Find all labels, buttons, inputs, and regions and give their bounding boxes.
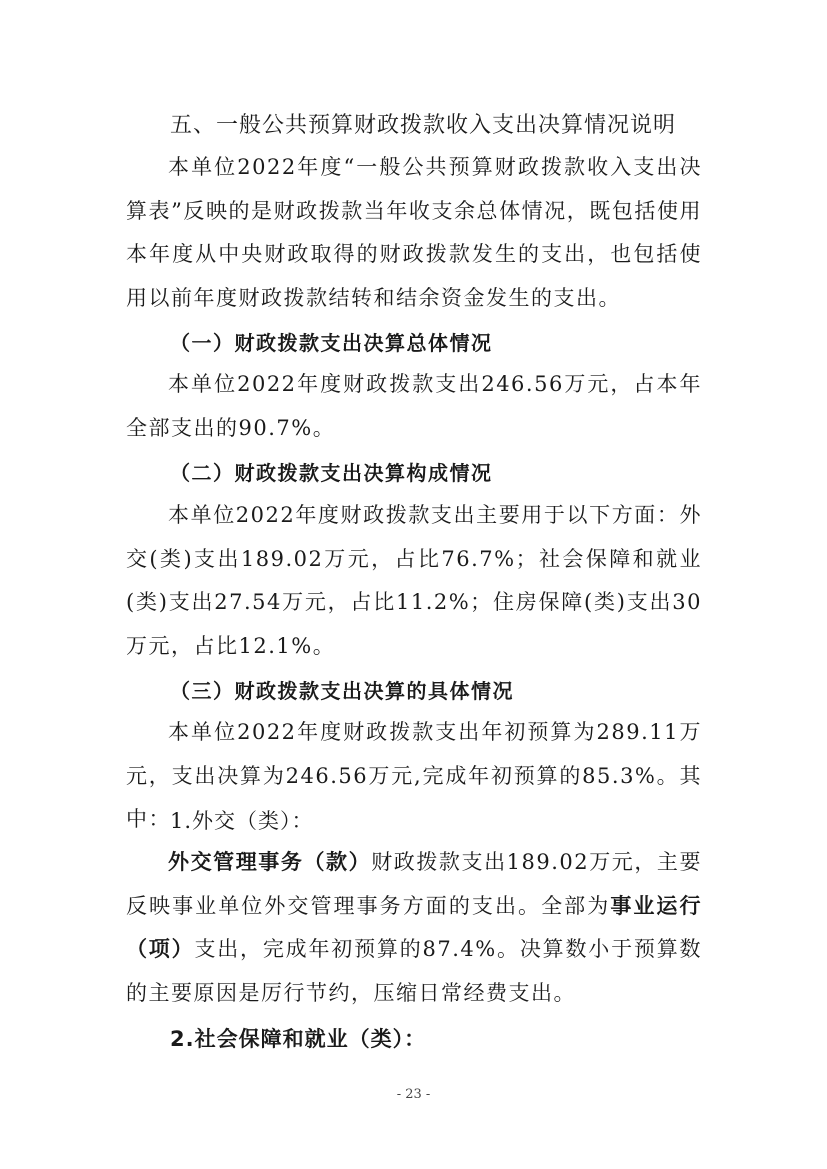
page-number: - 23 - (396, 1087, 431, 1102)
intro-paragraph: 本单位2022年度“一般公共预算财政拨款收入支出决算表”反映的是财政拨款当年收支余总体情况，既包括使用本年度从中央财政取得的财政拨款发生的支出，也包括使用以前年度财政拨款结转和结余资金发生的支出。 (126, 155, 702, 310)
sub2-heading: （二）财政拨款支出决算构成情况 (170, 461, 493, 485)
sub1-paragraph: 本单位2022年度财政拨款支出246.56万元，占本年全部支出的90.7%。 (126, 372, 702, 440)
item2-heading: 2.社会保障和就业（类）： (170, 1027, 427, 1051)
item1-bold-category: 外交管理事务（款） (168, 850, 372, 874)
sub2-paragraph: 本单位2022年度财政拨款支出主要用于以下方面：外交(类)支出189.02万元，占比76.7%；社会保障和就业(类)支出27.54万元，占比11.2%；住房保障(类)支出30万元，占比12.1%。 (126, 503, 702, 658)
item1-bold-project: 事业运行（项） (126, 893, 702, 961)
item1-text-2: 支出，完成年初预算的87.4%。决算数小于预算数的主要原因是厉行节约，压缩日常经费支出。 (126, 937, 703, 1005)
item1-paragraph (126, 841, 702, 1015)
sub3-paragraph: 本单位2022年度财政拨款支出年初预算为289.11万元，支出决算为246.56万元,完成年初预算的85.3%。其中： (126, 720, 702, 831)
section-title: 五、一般公共预算财政拨款收入支出决算情况说明 (170, 113, 677, 138)
item1-heading: 1.外交（类）： (170, 809, 314, 833)
sub3-heading: （三）财政拨款支出决算的具体情况 (170, 679, 514, 703)
sub1-heading: （一）财政拨款支出决算总体情况 (170, 331, 493, 355)
item1-text-1: 财政拨款支出189.02万元，主要反映事业单位外交管理事务方面的支出。全部为 (126, 850, 702, 918)
